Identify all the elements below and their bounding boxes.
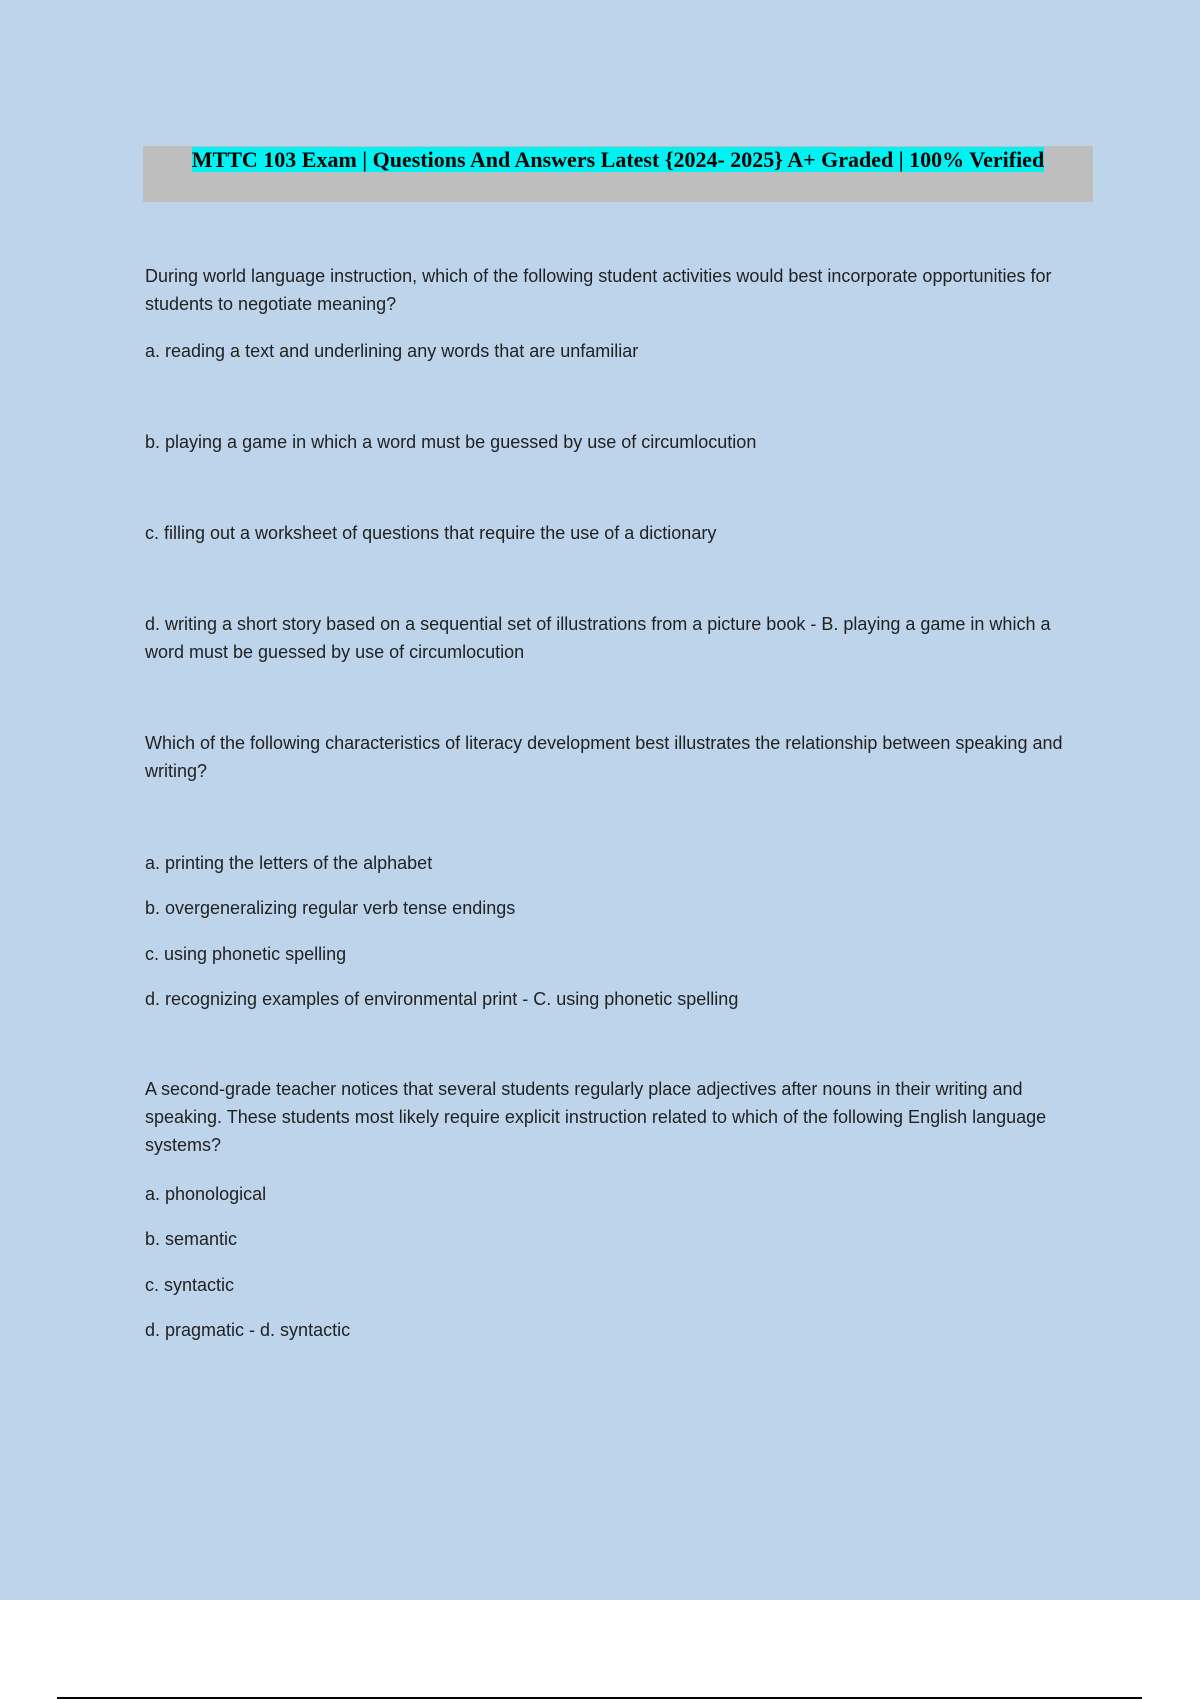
document-title-bar: [143, 146, 1093, 202]
question-3-option-a: a. phonological: [145, 1184, 267, 1204]
question-2-option-d: d. recognizing examples of environmental print - C. using phonetic spelling: [145, 989, 739, 1009]
question-1-option-c: c. filling out a worksheet of questions that require the use of a dictionary: [145, 523, 717, 543]
question-1-option-a: a. reading a text and underlining any words that are unfamiliar: [145, 341, 639, 361]
footer-divider: [57, 1697, 1142, 1699]
question-3-option-c: c. syntactic: [145, 1275, 235, 1295]
question-1-prompt: During world language instruction, which of the following student activities would best incorporate opportunities for students to negotiate meaning?: [145, 266, 1052, 314]
question-2-option-a: a. printing the letters of the alphabet: [145, 853, 433, 873]
question-3-option-b: b. semantic: [145, 1229, 238, 1249]
question-2-option-b: b. overgeneralizing regular verb tense endings: [145, 898, 516, 918]
question-2-prompt: Which of the following characteristics of literacy development best illustrates the relationship between speaking and writing?: [145, 733, 1063, 781]
question-2-option-c: c. using phonetic spelling: [145, 944, 347, 964]
document-title: MTTC 103 Exam | Questions And Answers Latest {2024- 2025} A+ Graded | 100% Verified: [191, 147, 1045, 172]
question-1-option-b: b. playing a game in which a word must be guessed by use of circumlocution: [145, 432, 757, 452]
question-1-option-d: d. writing a short story based on a sequential set of illustrations from a picture book - B. playing a game in which a word must be guessed by use of circumlocution: [145, 614, 1051, 662]
question-3-prompt: A second-grade teacher notices that several students regularly place adjectives after nouns in their writing and speaking. These students most likely require explicit instruction related to which of the following English language systems?: [145, 1079, 1047, 1155]
question-3-option-d: d. pragmatic - d. syntactic: [145, 1320, 351, 1340]
